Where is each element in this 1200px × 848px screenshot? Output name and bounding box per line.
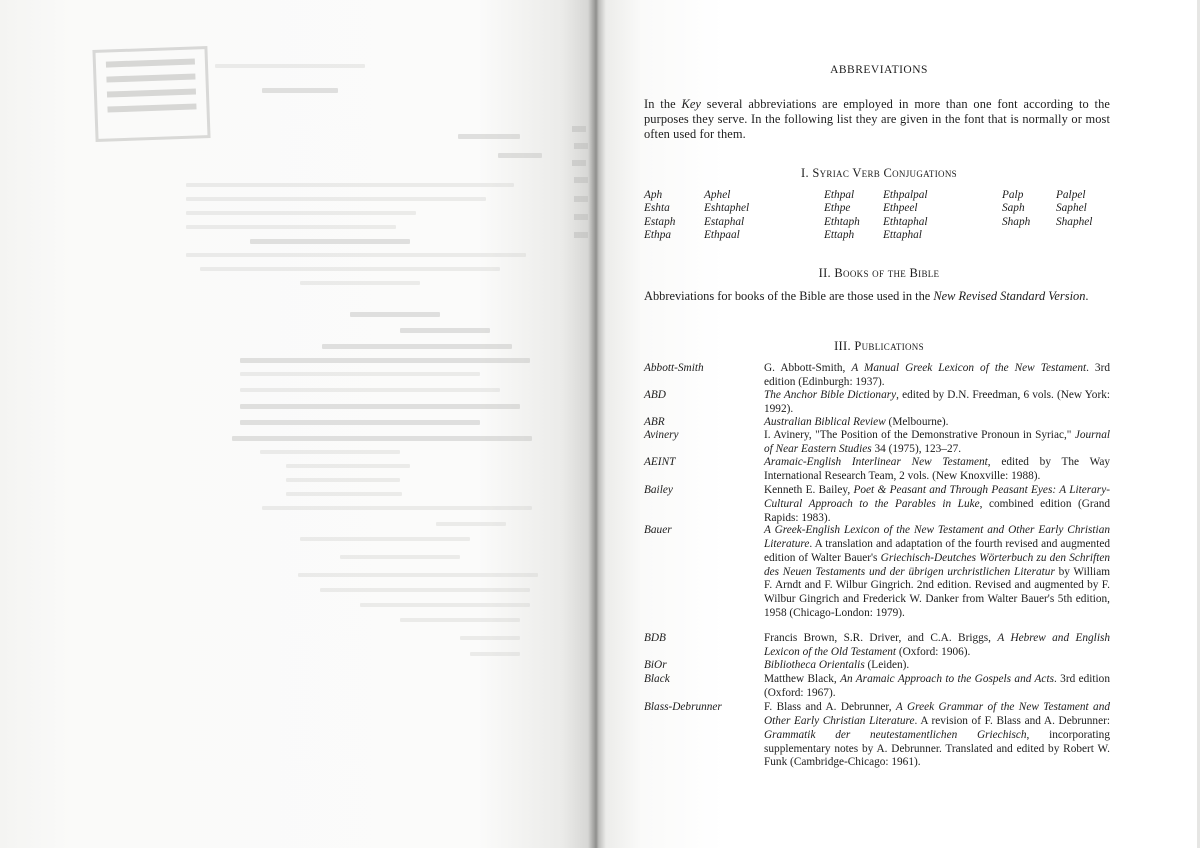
conjugation-name: Aphel <box>704 189 731 201</box>
conjugation-abbr: Estaph <box>644 215 676 228</box>
show-through-line <box>232 436 532 441</box>
publication-definition <box>764 524 1110 621</box>
definition-text: , combined edition (Grand Rapids: 1983). <box>764 497 1110 524</box>
show-through-line <box>240 404 520 409</box>
show-through-line <box>298 573 538 577</box>
section-title: Syriac Verb Conjugations <box>812 166 957 180</box>
publication-abbreviation: Bailey <box>644 484 673 496</box>
conjugation-name: Saphel <box>1056 202 1087 215</box>
conjugation-name: Estaphal <box>704 215 745 228</box>
show-through-page-number <box>574 177 588 183</box>
italic-title-text: A Greek-English Lexicon of the New Testament and Other Early Christian Literature <box>764 524 1110 550</box>
italic-title-text: A Hebrew and English Lexicon of the Old Testament <box>764 632 1111 658</box>
conjugation-name: Eshtaphel <box>704 202 750 215</box>
show-through-line <box>240 358 530 363</box>
show-through-line <box>240 372 480 376</box>
intro-text-end: several abbreviations are employed in more than one font according to the purposes they serve. In the following list they are given in the font that is normally or most often used for them. <box>644 97 1110 142</box>
show-through-page-number <box>572 126 586 132</box>
show-through-line <box>186 211 416 215</box>
show-through-page-number <box>574 196 588 202</box>
conjugation-column <box>1056 189 1092 229</box>
conjugation-name: Ethpeel <box>883 202 918 215</box>
show-through-line <box>458 134 520 139</box>
definition-text: . A revision of F. Blass and A. Debrunner: <box>914 714 1110 727</box>
conjugation-abbr: Ethpal <box>824 189 855 201</box>
definition-text: Francis Brown, S.R. Driver, and C.A. Briggs, <box>764 632 998 644</box>
definition-text: . 3rd edition (Oxford: 1967). <box>764 673 1110 699</box>
publication-definition <box>764 701 1110 770</box>
show-through-line <box>300 537 470 541</box>
section-heading-conjugations <box>606 166 1152 181</box>
definition-text: F. Blass and A. Debrunner, <box>764 701 896 713</box>
show-through-line <box>260 450 400 454</box>
bible-note-end: . <box>1085 289 1089 303</box>
show-through-line <box>460 636 520 640</box>
definition-text: , edited by D.N. Freedman, 6 vols. (New York: 1992). <box>764 389 1110 415</box>
definition-text: (Leiden). <box>864 659 910 671</box>
intro-paragraph <box>644 97 1110 143</box>
conjugation-column <box>644 189 675 243</box>
italic-title-text: Grammatik der neutestamentlichen Griechisch <box>764 728 1027 741</box>
italic-title-text: Bibliotheca Orientalis <box>764 659 865 671</box>
show-through-line <box>400 618 520 622</box>
show-through-line <box>360 603 530 607</box>
conjugation-abbr: Saph <box>1002 202 1025 215</box>
italic-title-text: A Manual Greek Lexicon of the New Testament <box>851 362 1087 374</box>
conjugation-column <box>883 189 928 243</box>
show-through-line <box>262 88 338 93</box>
conjugation-abbr: Eshta <box>644 202 670 215</box>
publication-definition <box>764 659 1110 673</box>
intro-key-word: Key <box>681 97 702 111</box>
section-numeral: II. <box>818 266 835 280</box>
show-through-line <box>320 588 530 592</box>
conjugation-name: Shaphel <box>1056 215 1093 228</box>
show-through-page-number <box>574 214 588 220</box>
publication-abbreviation: BiOr <box>644 659 667 671</box>
stamp-show-through <box>92 46 210 142</box>
show-through-line <box>300 281 420 285</box>
bible-version-title: New Revised Standard Version <box>933 289 1086 303</box>
conjugation-abbr: Ethpa <box>644 229 671 242</box>
show-through-line <box>200 267 500 271</box>
conjugation-name: Palpel <box>1056 189 1086 201</box>
conjugation-abbr: Ettaph <box>824 229 855 242</box>
show-through-page-number <box>574 232 588 238</box>
show-through-line <box>262 506 532 510</box>
italic-title-text: The Anchor Bible Dictionary <box>764 389 897 401</box>
italic-title-text: An Aramaic Approach to the Gospels and Acts <box>840 673 1054 685</box>
show-through-line <box>498 153 542 158</box>
publication-definition <box>764 362 1110 390</box>
conjugation-name: Ethtaphal <box>883 215 928 228</box>
show-through-line <box>286 492 402 496</box>
definition-text: I. Avinery, "The Position of the Demonstrative Pronoun in Syriac," <box>764 429 1075 441</box>
publication-abbreviation: Avinery <box>644 429 679 441</box>
publication-definition <box>764 416 1110 430</box>
show-through-line <box>400 328 490 333</box>
show-through-line <box>240 420 480 425</box>
conjugation-name: Ettaphal <box>883 229 922 242</box>
italic-title-text: Griechisch-Deutches Wörterbuch zu den Schriften des Neuen Testaments und der übrigen urchristlichen Literatur <box>764 551 1110 578</box>
italic-title-text: A Greek Grammar of the New Testament and Other Early Christian Literature <box>764 701 1110 727</box>
show-through-line <box>286 478 400 482</box>
definition-text: . A translation and adaptation of the fourth revised and augmented edition of Walter Bauer's <box>764 537 1110 564</box>
section-numeral: I. <box>801 166 813 180</box>
conjugation-abbr: Palp <box>1002 189 1024 201</box>
conjugation-name: Ethpaal <box>704 229 740 242</box>
definition-text: Matthew Black, <box>764 673 841 685</box>
conjugation-name: Ethpalpal <box>883 189 928 201</box>
show-through-line <box>286 464 410 468</box>
definition-text: (Oxford: 1906). <box>896 645 971 658</box>
show-through-line <box>186 197 486 201</box>
show-through-line <box>215 64 365 68</box>
show-through-line <box>186 183 514 187</box>
conjugation-abbr: Aph <box>644 189 663 201</box>
show-through-line <box>322 344 512 349</box>
section-heading-publications <box>606 339 1152 354</box>
definition-text: (Melbourne). <box>885 416 949 428</box>
publication-definition <box>764 456 1110 484</box>
publication-abbreviation: BDB <box>644 632 666 644</box>
show-through-page-number <box>574 143 588 149</box>
definition-text: G. Abbott-Smith, <box>764 362 852 374</box>
definition-text: by William F. Arndt and F. Wilbur Gingrich. 2nd edition. Revised and augmented by F. Wilbur Gingrich and Frederick W. Danker from Walter Bauer's 5th edition, 1958 (Chicago-London: 1979). <box>764 565 1110 620</box>
definition-text: . 3rd edition (Edinburgh: 1937). <box>764 362 1110 388</box>
conjugation-column <box>824 189 860 243</box>
page-heading: ABBREVIATIONS <box>830 64 928 76</box>
section-title: Publications <box>854 339 924 353</box>
show-through-line <box>350 312 440 317</box>
show-through-line <box>250 239 410 244</box>
publication-definition <box>764 632 1110 660</box>
publication-definition <box>764 389 1110 417</box>
section-heading-bible <box>606 266 1152 281</box>
book-gutter <box>588 0 606 848</box>
conjugation-column <box>1002 189 1030 229</box>
show-through-line <box>340 555 460 559</box>
show-through-line <box>240 388 500 392</box>
conjugation-abbr: Ethpe <box>824 202 851 215</box>
definition-text: 34 (1975), 123–27. <box>871 442 962 455</box>
left-page <box>0 0 598 848</box>
show-through-line <box>436 522 506 526</box>
italic-title-text: Aramaic-English Interlinear New Testament <box>764 456 988 468</box>
publication-definition <box>764 429 1110 457</box>
section-title: Books of the Bible <box>834 266 940 280</box>
publication-abbreviation: AEINT <box>644 456 676 468</box>
publication-definition <box>764 484 1110 526</box>
section-numeral: III. <box>834 339 855 353</box>
show-through-line <box>470 652 520 656</box>
right-page <box>606 0 1200 848</box>
publication-abbreviation: ABD <box>644 389 666 401</box>
show-through-page-number <box>572 160 586 166</box>
italic-title-text: Australian Biblical Review <box>764 416 886 428</box>
intro-text-start: In the <box>644 97 682 111</box>
conjugation-abbr: Shaph <box>1002 215 1031 228</box>
publication-definition <box>764 673 1110 701</box>
bible-note-paragraph <box>644 289 1110 304</box>
definition-text: , incorporating supplementary notes by A. Debrunner. Translated and edited by Robert W. Funk (Cambridge-Chicago: 1961). <box>764 728 1110 769</box>
publication-abbreviation: ABR <box>644 416 665 428</box>
publication-abbreviation: Abbott-Smith <box>644 362 704 374</box>
italic-title-text: Journal of Near Eastern Studies <box>764 429 1110 455</box>
publication-abbreviation: Blass-Debrunner <box>644 701 722 713</box>
show-through-line <box>186 225 396 229</box>
publication-abbreviation: Bauer <box>644 524 672 536</box>
conjugation-abbr: Ethtaph <box>824 215 860 228</box>
bible-note-text: Abbreviations for books of the Bible are those used in the <box>644 289 934 303</box>
definition-text: Kenneth E. Bailey, <box>764 484 854 496</box>
italic-title-text: Poet & Peasant and Through Peasant Eyes: A Literary-Cultural Approach to the Parables in Luke <box>764 484 1110 510</box>
definition-text: , edited by The Way International Research Team, 2 vols. (New Knoxville: 1988). <box>764 456 1110 482</box>
conjugation-column <box>704 189 749 243</box>
show-through-line <box>186 253 526 257</box>
publication-abbreviation: Black <box>644 673 670 685</box>
